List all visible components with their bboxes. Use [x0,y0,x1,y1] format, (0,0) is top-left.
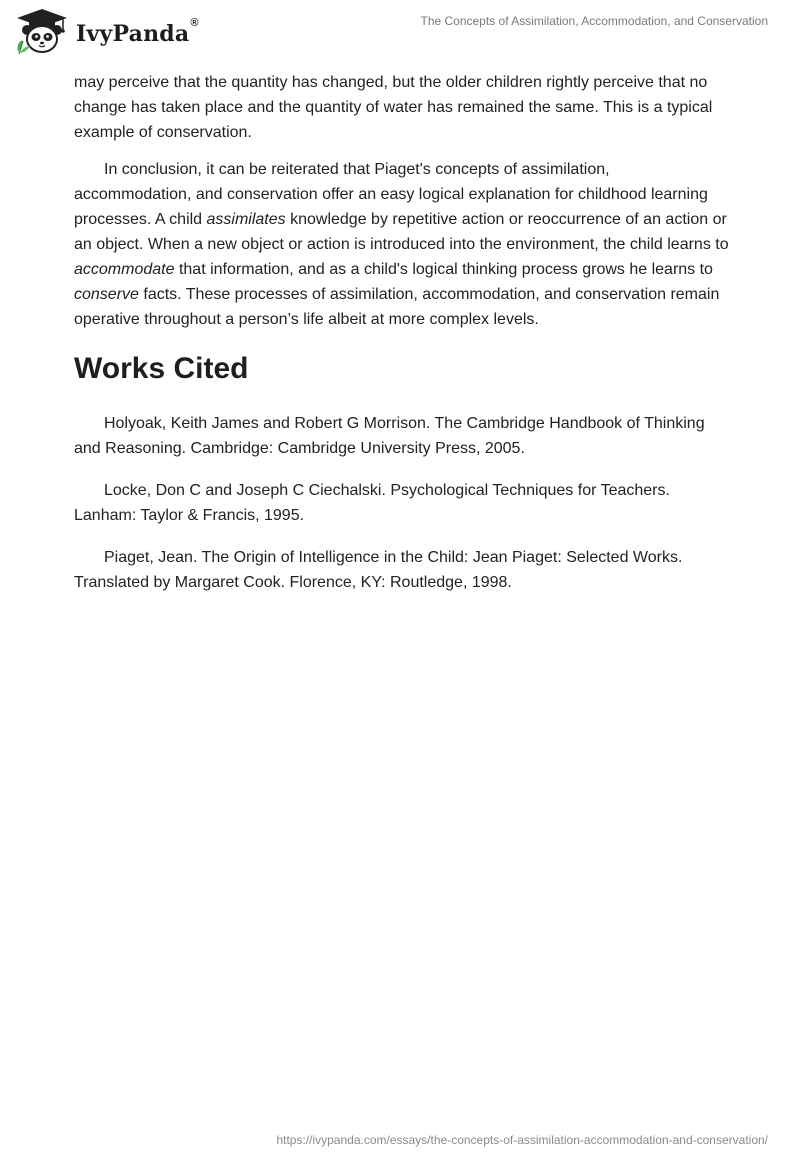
panda-graduate-icon [14,8,70,54]
paragraph-conclusion: In conclusion, it can be reiterated that Piaget's concepts of assimilation, accommodation, and conservation offer an easy logical explanation for childhood learning processes. A child assimilates knowledge by repetitive action or reoccurrence of an action or an object. When a new object or action is introduced into the environment, the child learns to accommodate that information, and as a child's logical thinking process grows he learns to conserve facts. These processes of assimilation, accommodation, and conservation remain operative throughout a person’s life albeit at more complex levels. [74,161,729,328]
essay-content [74,70,730,612]
ivypanda-logo[interactable] [14,8,199,54]
citation-item: Locke, Don C and Joseph C Ciechalski. Psychological Techniques for Teachers. Lanham: Taylor & Francis, 1995. [74,482,670,524]
brand-name: IvyPanda® [76,17,199,47]
page-header [0,0,800,64]
source-url[interactable]: https://ivypanda.com/essays/the-concepts-of-assimilation-accommodation-and-conservation/ [276,1133,768,1147]
paragraph-continuation: may perceive that the quantity has changed, but the older children rightly perceive that no change has taken place and the quantity of water has remained the same. This is a typical example of conservation. [74,74,713,141]
emphasis-assimilates: assimilates [206,211,286,228]
emphasis-conserve: conserve [74,286,139,303]
registered-mark: ® [190,17,199,29]
citation-item: Holyoak, Keith James and Robert G Morrison. The Cambridge Handbook of Thinking and Reasoning. Cambridge: Cambridge University Press, 2005. [74,415,705,457]
works-cited-heading: Works Cited [74,352,249,385]
document-title: The Concepts of Assimilation, Accommodation, and Conservation [420,14,768,28]
citation-item: Piaget, Jean. The Origin of Intelligence in the Child: Jean Piaget: Selected Works. Translated by Margaret Cook. Florence, KY: Routledge, 1998. [74,549,683,591]
emphasis-accommodate: accommodate [74,261,175,278]
